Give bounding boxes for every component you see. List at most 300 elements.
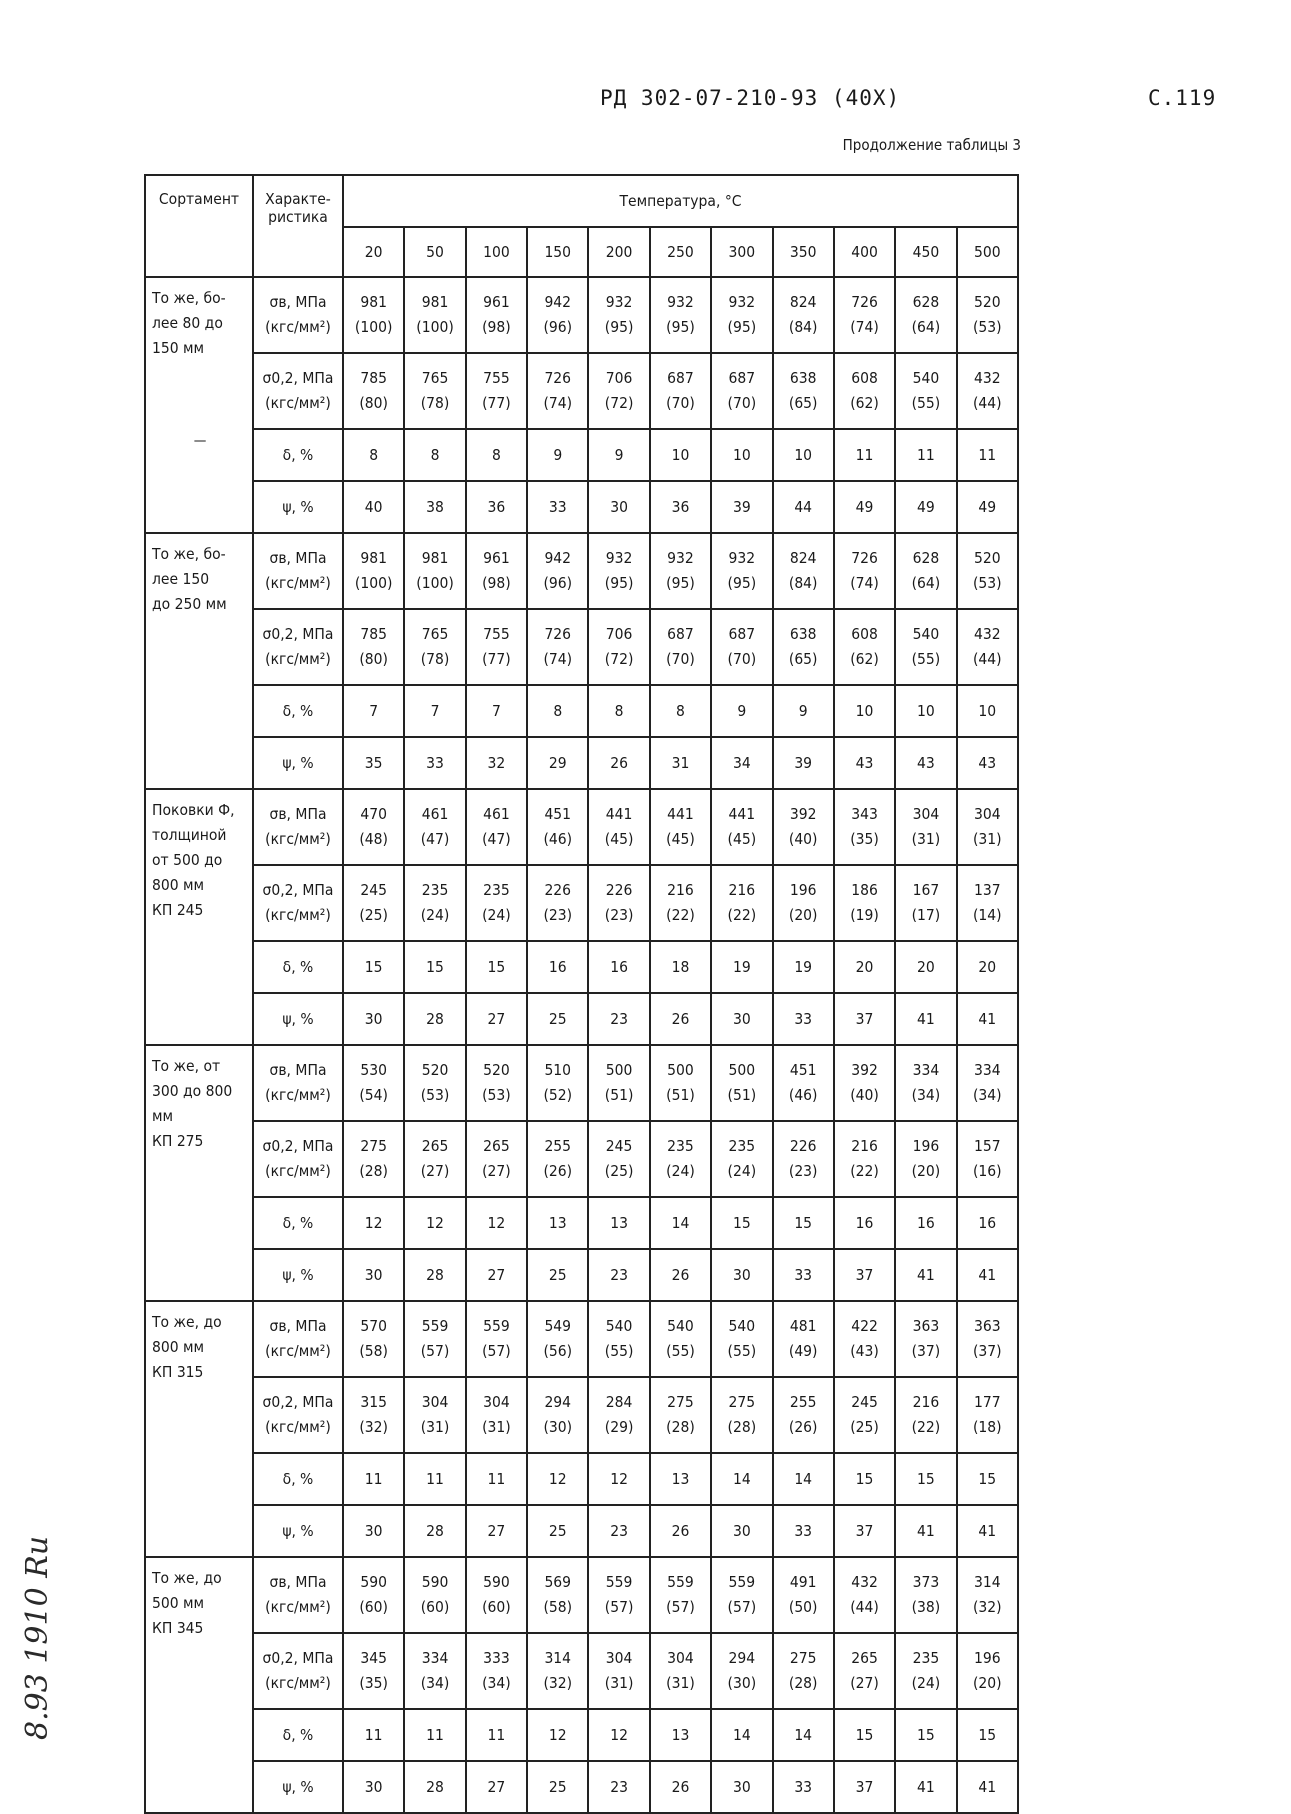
value-cell: 10 [834, 685, 895, 737]
value-cell: 27 [466, 1505, 527, 1557]
value-cell: 500 (51) [650, 1045, 711, 1121]
value-cell: 470 (48) [343, 789, 404, 865]
value-cell: 638 (65) [773, 353, 834, 429]
value-cell: 12 [527, 1453, 588, 1505]
value-cell: 15 [404, 941, 465, 993]
value-cell: 43 [957, 737, 1018, 789]
temperature-header: 400 [834, 227, 895, 277]
value-cell: 33 [527, 481, 588, 533]
value-cell: 481 (49) [773, 1301, 834, 1377]
value-cell: 10 [650, 429, 711, 481]
value-cell: 9 [711, 685, 772, 737]
table-row [145, 1121, 1018, 1197]
value-cell: 15 [834, 1453, 895, 1505]
value-cell: 687 (70) [650, 609, 711, 685]
value-cell: 25 [527, 1505, 588, 1557]
value-cell: 570 (58) [343, 1301, 404, 1377]
temperature-header: 50 [404, 227, 465, 277]
value-cell: 981 (100) [343, 533, 404, 609]
table-row [145, 789, 1018, 865]
value-cell: 23 [588, 1761, 649, 1813]
value-cell: 43 [895, 737, 956, 789]
value-cell: 28 [404, 1249, 465, 1301]
characteristic-cell: ψ, % [253, 993, 343, 1045]
table-row [145, 1377, 1018, 1453]
characteristic-cell: σв, МПа (кгс/мм²) [253, 1045, 343, 1121]
properties-table [144, 174, 1019, 1814]
value-cell: 177 (18) [957, 1377, 1018, 1453]
value-cell: 28 [404, 993, 465, 1045]
characteristic-cell: σ0,2, МПа (кгс/мм²) [253, 1121, 343, 1197]
table-row [145, 737, 1018, 789]
value-cell: 590 (60) [404, 1557, 465, 1633]
value-cell: 510 (52) [527, 1045, 588, 1121]
table-row [145, 1301, 1018, 1377]
characteristic-cell: ψ, % [253, 1249, 343, 1301]
value-cell: 441 (45) [711, 789, 772, 865]
value-cell: 32 [466, 737, 527, 789]
value-cell: 30 [588, 481, 649, 533]
handwritten-margin-note: 8.93 1910 Ru [20, 1535, 55, 1740]
value-cell: 16 [834, 1197, 895, 1249]
value-cell: 15 [957, 1709, 1018, 1761]
value-cell: 25 [527, 1761, 588, 1813]
value-cell: 932 (95) [650, 533, 711, 609]
value-cell: 38 [404, 481, 465, 533]
value-cell: 245 (25) [834, 1377, 895, 1453]
value-cell: 15 [466, 941, 527, 993]
value-cell: 19 [711, 941, 772, 993]
value-cell: 755 (77) [466, 353, 527, 429]
value-cell: 13 [650, 1709, 711, 1761]
value-cell: 33 [773, 993, 834, 1045]
characteristic-cell: δ, % [253, 1709, 343, 1761]
value-cell: 343 (35) [834, 789, 895, 865]
value-cell: 12 [466, 1197, 527, 1249]
value-cell: 265 (27) [466, 1121, 527, 1197]
value-cell: 432 (44) [957, 353, 1018, 429]
value-cell: 333 (34) [466, 1633, 527, 1709]
value-cell: 8 [650, 685, 711, 737]
value-cell: 33 [773, 1249, 834, 1301]
value-cell: 26 [650, 993, 711, 1045]
value-cell: 196 (20) [773, 865, 834, 941]
value-cell: 235 (24) [895, 1633, 956, 1709]
table-row [145, 481, 1018, 533]
value-cell: 33 [773, 1505, 834, 1557]
value-cell: 26 [588, 737, 649, 789]
header-characteristic: Характе- ристика [253, 175, 343, 277]
product-cell: Поковки Ф, толщиной от 500 до 800 мм КП 245 [145, 789, 253, 1045]
value-cell: 304 (31) [650, 1633, 711, 1709]
temperature-header: 300 [711, 227, 772, 277]
value-cell: 11 [404, 1453, 465, 1505]
value-cell: 520 (53) [404, 1045, 465, 1121]
value-cell: 23 [588, 1249, 649, 1301]
value-cell: 559 (57) [404, 1301, 465, 1377]
characteristic-cell: δ, % [253, 685, 343, 737]
value-cell: 765 (78) [404, 609, 465, 685]
value-cell: 30 [343, 1505, 404, 1557]
table-row [145, 1505, 1018, 1557]
value-cell: 26 [650, 1505, 711, 1557]
table-row [145, 941, 1018, 993]
table-continuation-label: Продолжение таблицы 3 [842, 136, 1021, 154]
value-cell: 275 (28) [343, 1121, 404, 1197]
value-cell: 500 (51) [711, 1045, 772, 1121]
value-cell: 559 (57) [588, 1557, 649, 1633]
value-cell: 726 (74) [834, 277, 895, 353]
product-cell: То же, до 500 мм КП 345 [145, 1557, 253, 1813]
value-cell: 16 [527, 941, 588, 993]
value-cell: 432 (44) [834, 1557, 895, 1633]
value-cell: 43 [834, 737, 895, 789]
value-cell: 540 (55) [650, 1301, 711, 1377]
value-cell: 294 (30) [711, 1633, 772, 1709]
page-number: С.119 [1148, 86, 1217, 110]
value-cell: 294 (30) [527, 1377, 588, 1453]
value-cell: 12 [404, 1197, 465, 1249]
characteristic-cell: σ0,2, МПа (кгс/мм²) [253, 353, 343, 429]
characteristic-cell: ψ, % [253, 737, 343, 789]
value-cell: 9 [527, 429, 588, 481]
value-cell: 461 (47) [466, 789, 527, 865]
value-cell: 265 (27) [404, 1121, 465, 1197]
value-cell: 11 [343, 1453, 404, 1505]
value-cell: 451 (46) [527, 789, 588, 865]
value-cell: 30 [711, 1249, 772, 1301]
value-cell: 392 (40) [773, 789, 834, 865]
value-cell: 255 (26) [773, 1377, 834, 1453]
product-cell: То же, бо- лее 80 до 150 мм — [145, 277, 253, 533]
product-cell: То же, до 800 мм КП 315 [145, 1301, 253, 1557]
value-cell: 235 (24) [404, 865, 465, 941]
value-cell: 41 [895, 1505, 956, 1557]
value-cell: 30 [711, 1761, 772, 1813]
value-cell: 16 [957, 1197, 1018, 1249]
value-cell: 8 [343, 429, 404, 481]
value-cell: 500 (51) [588, 1045, 649, 1121]
value-cell: 41 [895, 993, 956, 1045]
value-cell: 35 [343, 737, 404, 789]
value-cell: 981 (100) [343, 277, 404, 353]
value-cell: 196 (20) [895, 1121, 956, 1197]
value-cell: 590 (60) [343, 1557, 404, 1633]
value-cell: 706 (72) [588, 609, 649, 685]
value-cell: 549 (56) [527, 1301, 588, 1377]
value-cell: 824 (84) [773, 533, 834, 609]
value-cell: 23 [588, 993, 649, 1045]
value-cell: 559 (57) [466, 1301, 527, 1377]
value-cell: 785 (80) [343, 353, 404, 429]
value-cell: 315 (32) [343, 1377, 404, 1453]
value-cell: 11 [343, 1709, 404, 1761]
value-cell: 11 [466, 1709, 527, 1761]
value-cell: 41 [957, 993, 1018, 1045]
value-cell: 265 (27) [834, 1633, 895, 1709]
value-cell: 14 [773, 1453, 834, 1505]
table-row [145, 1197, 1018, 1249]
value-cell: 37 [834, 1249, 895, 1301]
table-row [145, 685, 1018, 737]
value-cell: 373 (38) [895, 1557, 956, 1633]
value-cell: 16 [895, 1197, 956, 1249]
value-cell: 11 [466, 1453, 527, 1505]
value-cell: 255 (26) [527, 1121, 588, 1197]
value-cell: 37 [834, 1505, 895, 1557]
value-cell: 36 [650, 481, 711, 533]
temperature-header: 250 [650, 227, 711, 277]
temperature-header: 150 [527, 227, 588, 277]
value-cell: 226 (23) [588, 865, 649, 941]
value-cell: 314 (32) [957, 1557, 1018, 1633]
value-cell: 30 [343, 993, 404, 1045]
value-cell: 15 [343, 941, 404, 993]
value-cell: 15 [957, 1453, 1018, 1505]
value-cell: 13 [527, 1197, 588, 1249]
value-cell: 27 [466, 1249, 527, 1301]
characteristic-cell: σв, МПа (кгс/мм²) [253, 789, 343, 865]
value-cell: 304 (31) [466, 1377, 527, 1453]
temperature-header: 450 [895, 227, 956, 277]
value-cell: 363 (37) [895, 1301, 956, 1377]
value-cell: 345 (35) [343, 1633, 404, 1709]
value-cell: 608 (62) [834, 609, 895, 685]
value-cell: 559 (57) [711, 1557, 772, 1633]
value-cell: 14 [650, 1197, 711, 1249]
characteristic-cell: σв, МПа (кгс/мм²) [253, 277, 343, 353]
temperature-header: 500 [957, 227, 1018, 277]
value-cell: 304 (31) [957, 789, 1018, 865]
product-dash-mark: — [193, 433, 207, 449]
table-row [145, 353, 1018, 429]
value-cell: 30 [711, 1505, 772, 1557]
value-cell: 29 [527, 737, 588, 789]
value-cell: 28 [404, 1761, 465, 1813]
value-cell: 932 (95) [711, 277, 772, 353]
table-row [145, 1557, 1018, 1633]
value-cell: 10 [711, 429, 772, 481]
value-cell: 12 [588, 1709, 649, 1761]
value-cell: 961 (98) [466, 277, 527, 353]
value-cell: 49 [895, 481, 956, 533]
characteristic-cell: σ0,2, МПа (кгс/мм²) [253, 609, 343, 685]
value-cell: 284 (29) [588, 1377, 649, 1453]
value-cell: 441 (45) [650, 789, 711, 865]
value-cell: 33 [404, 737, 465, 789]
value-cell: 30 [711, 993, 772, 1045]
characteristic-cell: σв, МПа (кгс/мм²) [253, 1557, 343, 1633]
table-row [145, 865, 1018, 941]
value-cell: 304 (31) [588, 1633, 649, 1709]
value-cell: 20 [834, 941, 895, 993]
value-cell: 41 [895, 1249, 956, 1301]
value-cell: 235 (24) [466, 865, 527, 941]
table-row [145, 1761, 1018, 1813]
table-row [145, 1453, 1018, 1505]
value-cell: 363 (37) [957, 1301, 1018, 1377]
value-cell: 30 [343, 1761, 404, 1813]
value-cell: 14 [773, 1709, 834, 1761]
value-cell: 18 [650, 941, 711, 993]
value-cell: 540 (55) [895, 609, 956, 685]
value-cell: 15 [711, 1197, 772, 1249]
header-temperature: Температура, °С [343, 175, 1018, 227]
value-cell: 334 (34) [957, 1045, 1018, 1121]
value-cell: 432 (44) [957, 609, 1018, 685]
value-cell: 28 [404, 1505, 465, 1557]
table-row [145, 1633, 1018, 1709]
value-cell: 41 [957, 1505, 1018, 1557]
value-cell: 9 [588, 429, 649, 481]
value-cell: 687 (70) [711, 353, 772, 429]
value-cell: 25 [527, 993, 588, 1045]
value-cell: 942 (96) [527, 277, 588, 353]
value-cell: 196 (20) [957, 1633, 1018, 1709]
characteristic-cell: σв, МПа (кгс/мм²) [253, 533, 343, 609]
value-cell: 687 (70) [650, 353, 711, 429]
value-cell: 540 (55) [895, 353, 956, 429]
value-cell: 15 [834, 1709, 895, 1761]
value-cell: 36 [466, 481, 527, 533]
value-cell: 167 (17) [895, 865, 956, 941]
value-cell: 137 (14) [957, 865, 1018, 941]
table-row [145, 533, 1018, 609]
value-cell: 34 [711, 737, 772, 789]
value-cell: 559 (57) [650, 1557, 711, 1633]
value-cell: 26 [650, 1761, 711, 1813]
characteristic-cell: ψ, % [253, 481, 343, 533]
value-cell: 530 (54) [343, 1045, 404, 1121]
value-cell: 628 (64) [895, 533, 956, 609]
value-cell: 520 (53) [957, 277, 1018, 353]
value-cell: 590 (60) [466, 1557, 527, 1633]
value-cell: 8 [527, 685, 588, 737]
value-cell: 23 [588, 1505, 649, 1557]
value-cell: 13 [650, 1453, 711, 1505]
value-cell: 304 (31) [895, 789, 956, 865]
value-cell: 216 (22) [650, 865, 711, 941]
value-cell: 41 [957, 1249, 1018, 1301]
value-cell: 451 (46) [773, 1045, 834, 1121]
value-cell: 27 [466, 1761, 527, 1813]
value-cell: 726 (74) [527, 353, 588, 429]
value-cell: 11 [834, 429, 895, 481]
value-cell: 491 (50) [773, 1557, 834, 1633]
value-cell: 30 [343, 1249, 404, 1301]
value-cell: 27 [466, 993, 527, 1045]
characteristic-cell: σ0,2, МПа (кгс/мм²) [253, 1633, 343, 1709]
table-row [145, 609, 1018, 685]
value-cell: 628 (64) [895, 277, 956, 353]
value-cell: 9 [773, 685, 834, 737]
value-cell: 33 [773, 1761, 834, 1813]
value-cell: 12 [588, 1453, 649, 1505]
value-cell: 11 [404, 1709, 465, 1761]
value-cell: 25 [527, 1249, 588, 1301]
value-cell: 638 (65) [773, 609, 834, 685]
value-cell: 12 [527, 1709, 588, 1761]
characteristic-cell: σ0,2, МПа (кгс/мм²) [253, 1377, 343, 1453]
table-row [145, 993, 1018, 1045]
value-cell: 7 [404, 685, 465, 737]
value-cell: 932 (95) [588, 533, 649, 609]
value-cell: 10 [895, 685, 956, 737]
value-cell: 14 [711, 1453, 772, 1505]
characteristic-cell: ψ, % [253, 1505, 343, 1557]
value-cell: 15 [895, 1709, 956, 1761]
value-cell: 687 (70) [711, 609, 772, 685]
value-cell: 16 [588, 941, 649, 993]
characteristic-cell: σ0,2, МПа (кгс/мм²) [253, 865, 343, 941]
value-cell: 334 (34) [404, 1633, 465, 1709]
value-cell: 41 [957, 1761, 1018, 1813]
value-cell: 608 (62) [834, 353, 895, 429]
value-cell: 13 [588, 1197, 649, 1249]
table-row [145, 429, 1018, 481]
value-cell: 11 [957, 429, 1018, 481]
value-cell: 235 (24) [711, 1121, 772, 1197]
value-cell: 942 (96) [527, 533, 588, 609]
characteristic-cell: δ, % [253, 1197, 343, 1249]
value-cell: 226 (23) [527, 865, 588, 941]
value-cell: 569 (58) [527, 1557, 588, 1633]
value-cell: 540 (55) [588, 1301, 649, 1377]
table-row [145, 1249, 1018, 1301]
value-cell: 40 [343, 481, 404, 533]
value-cell: 157 (16) [957, 1121, 1018, 1197]
value-cell: 41 [895, 1761, 956, 1813]
value-cell: 15 [773, 1197, 834, 1249]
value-cell: 49 [834, 481, 895, 533]
value-cell: 49 [957, 481, 1018, 533]
product-cell: То же, бо- лее 150 до 250 мм [145, 533, 253, 789]
value-cell: 216 (22) [711, 865, 772, 941]
value-cell: 932 (95) [711, 533, 772, 609]
value-cell: 726 (74) [527, 609, 588, 685]
characteristic-cell: δ, % [253, 1453, 343, 1505]
value-cell: 520 (53) [957, 533, 1018, 609]
value-cell: 226 (23) [773, 1121, 834, 1197]
value-cell: 275 (28) [711, 1377, 772, 1453]
table-row [145, 277, 1018, 353]
value-cell: 334 (34) [895, 1045, 956, 1121]
value-cell: 39 [711, 481, 772, 533]
value-cell: 19 [773, 941, 834, 993]
value-cell: 392 (40) [834, 1045, 895, 1121]
product-cell: То же, от 300 до 800 мм КП 275 [145, 1045, 253, 1301]
value-cell: 12 [343, 1197, 404, 1249]
value-cell: 706 (72) [588, 353, 649, 429]
value-cell: 7 [466, 685, 527, 737]
temperature-header: 20 [343, 227, 404, 277]
value-cell: 540 (55) [711, 1301, 772, 1377]
value-cell: 275 (28) [773, 1633, 834, 1709]
value-cell: 8 [404, 429, 465, 481]
value-cell: 961 (98) [466, 533, 527, 609]
characteristic-cell: δ, % [253, 429, 343, 481]
table-body [145, 277, 1018, 1813]
characteristic-cell: ψ, % [253, 1761, 343, 1813]
value-cell: 31 [650, 737, 711, 789]
value-cell: 39 [773, 737, 834, 789]
value-cell: 726 (74) [834, 533, 895, 609]
value-cell: 245 (25) [588, 1121, 649, 1197]
temperature-header: 350 [773, 227, 834, 277]
value-cell: 981 (100) [404, 277, 465, 353]
value-cell: 245 (25) [343, 865, 404, 941]
value-cell: 314 (32) [527, 1633, 588, 1709]
